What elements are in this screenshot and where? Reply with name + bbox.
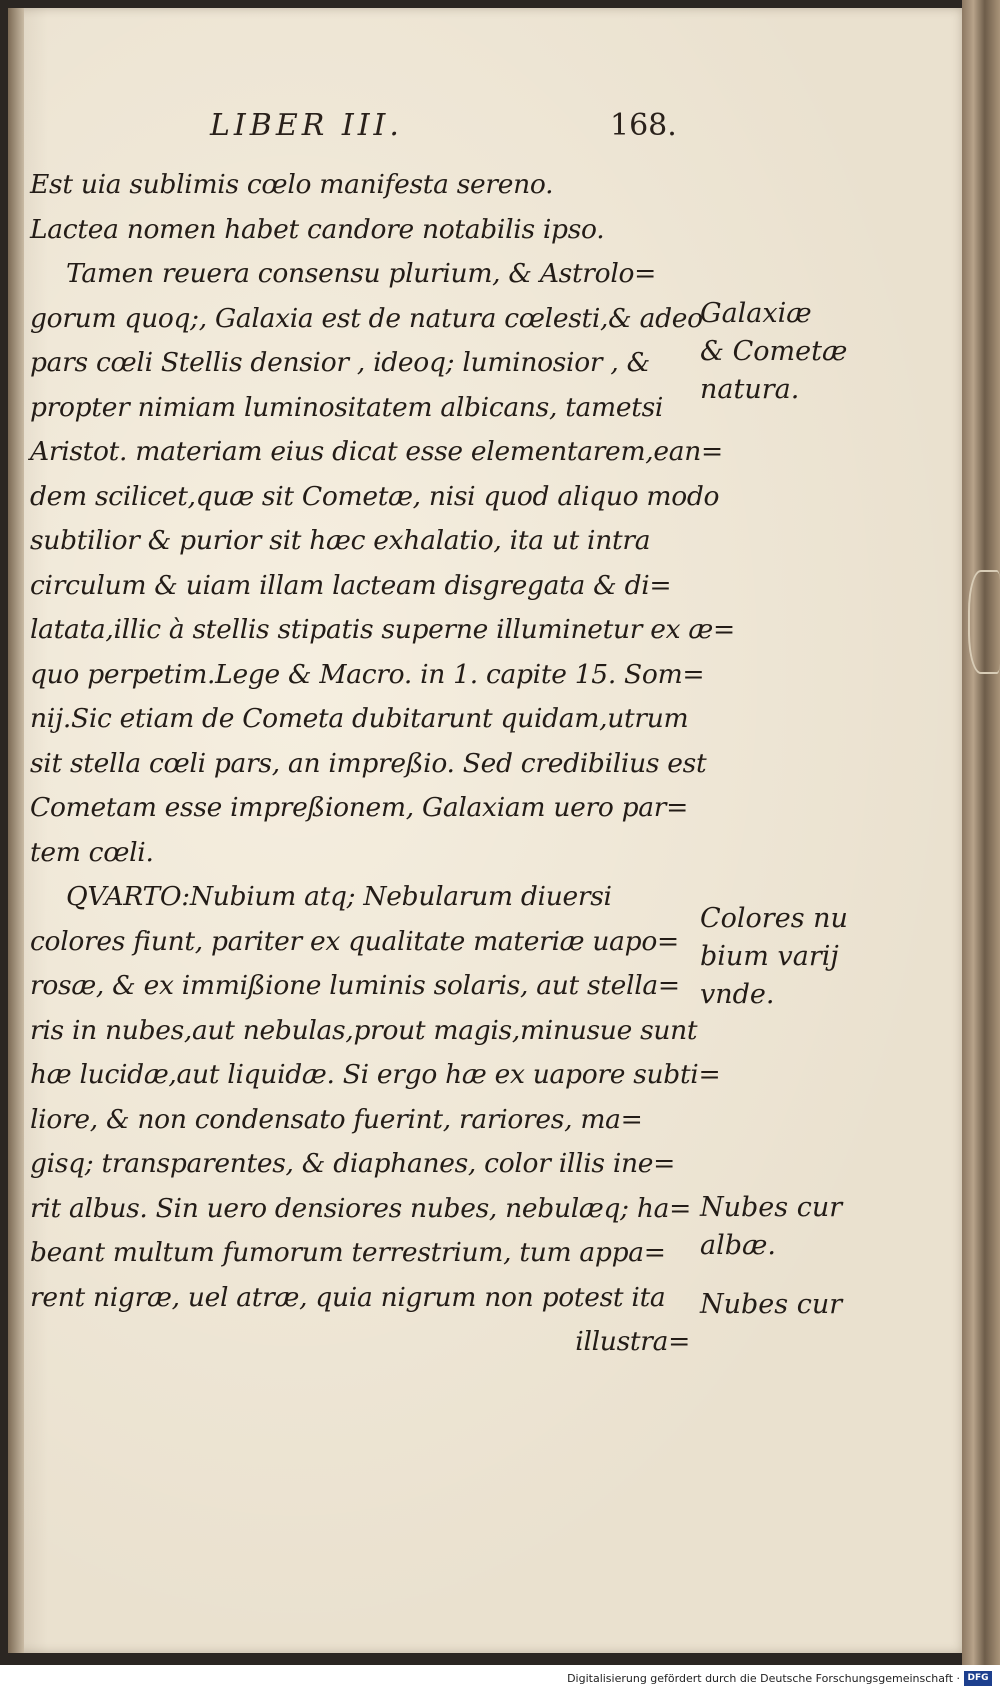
marginal-note-line: albæ.	[700, 1230, 776, 1261]
text-line: QVARTO:Nubium atq; Nebularum diuersi	[66, 881, 612, 912]
book-edge	[962, 0, 1000, 1665]
dfg-logo: DFG	[964, 1671, 992, 1686]
folio-number: 168.	[610, 108, 677, 143]
text-line: colores fiunt, pariter ex qualitate materiæ uapo=	[30, 925, 679, 957]
marginal-note-nubes-cur	[700, 1286, 860, 1324]
marginal-note-line: Nubes cur	[700, 1192, 843, 1223]
text-line: rosæ, & ex immißione luminis solaris, aut stella=	[30, 970, 680, 1001]
marginal-note-colores	[700, 900, 860, 1014]
text-line: Est uia sublimis cœlo manifesta sereno.	[30, 169, 554, 200]
marginal-note-nubes-albae	[700, 1189, 860, 1265]
footer-credit: Digitalisierung gefördert durch die Deutsche Forschungsgemeinschaft ·	[567, 1672, 960, 1685]
binding-gutter	[8, 8, 24, 1653]
text-line: Cometam esse impreßionem, Galaxiam uero par=	[30, 792, 689, 823]
text-line: ris in nubes,aut nebulas,prout magis,minusue sunt	[30, 1014, 698, 1046]
marginal-note-line: Colores nu	[700, 903, 848, 934]
catchword-line: illustra=	[575, 1326, 690, 1357]
marginal-note-line: Nubes cur	[700, 1289, 843, 1320]
text-line: rit albus. Sin uero densiores nubes, nebulæq; ha=	[30, 1192, 692, 1224]
text-line: rent nigræ, uel atræ, quia nigrum non potest ita	[30, 1281, 666, 1313]
text-line: Tamen reuera consensu plurium, & Astrolo=	[66, 258, 657, 289]
text-line: tem cœli.	[30, 836, 154, 868]
text-line: dem scilicet,quæ sit Cometæ, nisi quod aliquo modo	[30, 480, 720, 512]
text-line: circulum & uiam illam lacteam disgregata & di=	[30, 569, 672, 601]
marginal-note-line: bium varij	[700, 941, 839, 972]
text-line: liore, & non condensato fuerint, rariores, ma=	[30, 1103, 643, 1135]
text-line: gorum quoq;, Galaxia est de natura cœlesti,& adeo	[30, 302, 703, 334]
text-line: pars cœli Stellis densior , ideoq; luminosior , &	[30, 347, 650, 378]
marginal-note-line: vnde.	[700, 979, 775, 1010]
text-line: propter nimiam luminositatem albicans, tametsi	[30, 391, 664, 423]
running-title: LIBER III.	[210, 108, 403, 143]
text-line: subtilior & purior sit hæc exhalatio, ita ut intra	[30, 525, 651, 556]
text-line: nij.Sic etiam de Cometa dubitarunt quidam,utrum	[30, 703, 689, 734]
main-text	[30, 163, 735, 1365]
footer	[0, 1668, 1000, 1693]
text-line: Aristot. materiam eius dicat esse elementarem,ean=	[30, 436, 723, 467]
text-line: quo perpetim.Lege & Macro. in 1. capite 15. Som=	[30, 658, 705, 690]
marginal-note-galaxia	[700, 295, 860, 409]
marginal-note-line: & Cometæ	[700, 336, 848, 367]
text-line: hæ lucidæ,aut liquidæ. Si ergo hæ ex uapore subti=	[30, 1059, 721, 1090]
page-clip	[968, 570, 1000, 674]
text-line: Lactea nomen habet candore notabilis ipso.	[30, 213, 605, 245]
text-line: latata,illic à stellis stipatis superne illuminetur ex æ=	[30, 614, 735, 645]
marginal-note-line: natura.	[700, 374, 800, 405]
text-line: beant multum fumorum terrestrium, tum appa=	[30, 1237, 666, 1268]
page-header	[0, 108, 958, 148]
marginal-note-line: Galaxiæ	[700, 298, 812, 329]
text-line: gisq; transparentes, & diaphanes, color illis ine=	[30, 1148, 676, 1179]
text-line: sit stella cœli pars, an impreßio. Sed credibilius est	[30, 747, 707, 779]
